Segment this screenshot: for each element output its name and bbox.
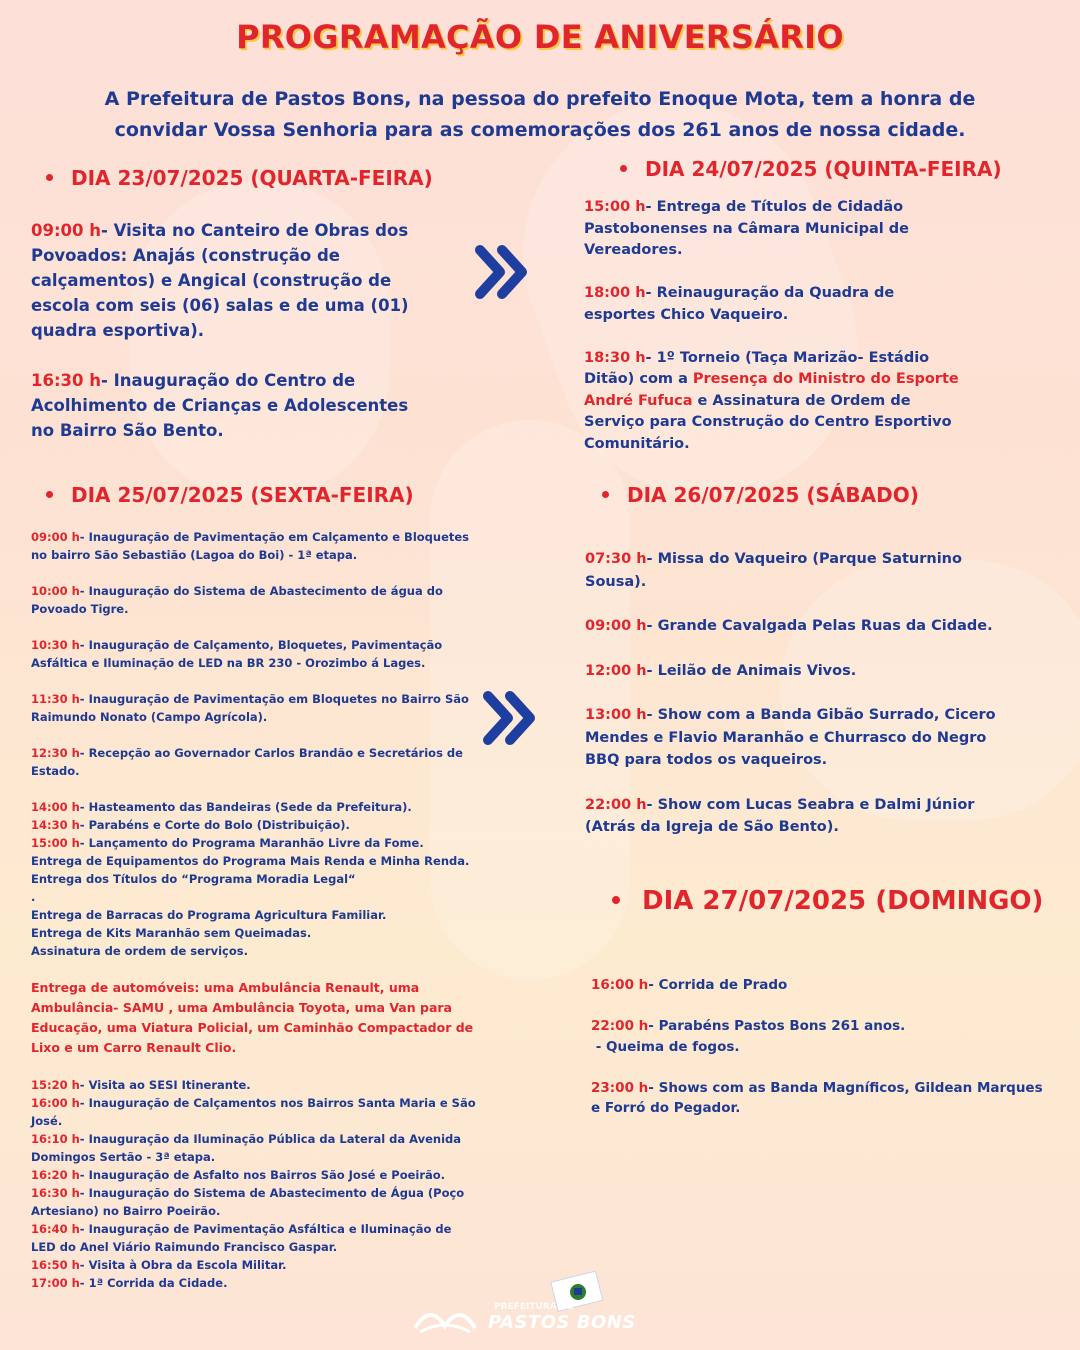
event-item: 10:00 h- Inauguração do Sistema de Abastecimento de água do Povoado Tigre. <box>31 584 443 616</box>
day-heading-23: DIA 23/07/2025 (QUARTA-FEIRA) <box>46 166 433 190</box>
event-item: 09:00 h- Visita no Canteiro de Obras dos Povoados: Anajás (construção de calçamentos) e Angical (construção de escola com seis (06) salas e de uma (01) quadra esportiva). <box>31 221 409 340</box>
event-item: 16:30 h- Inauguração do Sistema de Abastecimento de Água (Poço Artesiano) no Bairro Poeirão. <box>31 1186 465 1218</box>
day-heading-27: DIA 27/07/2025 (DOMINGO) <box>612 886 1043 916</box>
bullet-icon <box>46 174 53 181</box>
day-26-events <box>585 548 1015 839</box>
event-item: 13:00 h- Show com a Banda Gibão Surrado, Cicero Mendes e Flavio Maranhão e Churrasco do Negro BBQ para todos os vaqueiros. <box>585 707 996 768</box>
day-27-events <box>591 975 1046 1119</box>
event-item: 16:50 h- Visita à Obra da Escola Militar. <box>31 1258 287 1272</box>
double-chevron-right-icon <box>472 242 532 302</box>
event-line: Entrega de Equipamentos do Programa Mais Renda e Minha Renda. <box>31 854 470 868</box>
day-heading-24: DIA 24/07/2025 (QUINTA-FEIRA) <box>620 157 1002 181</box>
event-line: Assinatura de ordem de serviços. <box>31 944 248 958</box>
event-item: 14:30 h- Parabéns e Corte do Bolo (Distribuição). <box>31 818 350 832</box>
event-item: 15:20 h- Visita ao SESI Itinerante. <box>31 1078 251 1092</box>
event-line: Entrega de Barracas do Programa Agricultura Familiar. <box>31 908 387 922</box>
day-heading-25: DIA 25/07/2025 (SEXTA-FEIRA) <box>46 483 414 507</box>
event-item: 14:00 h- Hasteamento das Bandeiras (Sede da Prefeitura). <box>31 800 412 814</box>
event-item: 16:10 h- Inauguração da Iluminação Pública da Lateral da Avenida Domingos Sertão - 3ª etapa. <box>31 1132 462 1164</box>
event-item: 16:20 h- Inauguração de Asfalto nos Bairros São José e Poeirão. <box>31 1168 446 1182</box>
day-heading-26: DIA 26/07/2025 (SÁBADO) <box>602 483 919 507</box>
bullet-icon <box>620 165 627 172</box>
event-item: 17:00 h- 1ª Corrida da Cidade. <box>31 1276 228 1290</box>
logo-mark-icon <box>410 1298 480 1338</box>
event-item: 22:00 h- Parabéns Pastos Bons 261 anos. <box>591 1018 906 1034</box>
logo-small-text: PREFEITURA DE <box>494 1302 574 1312</box>
event-item: 18:00 h- Reinauguração da Quadra de esportes Chico Vaqueiro. <box>584 285 895 323</box>
event-line: . <box>31 890 36 904</box>
event-item: 15:00 h- Entrega de Títulos de Cidadão Pastobonenses na Câmara Municipal de Vereadores. <box>584 199 909 258</box>
bullet-icon <box>612 896 620 904</box>
event-item: 09:00 h- Grande Cavalgada Pelas Ruas da Cidade. <box>585 618 993 634</box>
event-line: Entrega de Kits Maranhão sem Queimadas. <box>31 926 312 940</box>
event-line: - Queima de fogos. <box>591 1038 740 1055</box>
event-item: 09:00 h- Inauguração de Pavimentação em Calçamento e Bloquetes no bairro São Sebastião (Lagoa do Boi) - 1ª etapa. <box>31 530 470 562</box>
event-item: 11:30 h- Inauguração de Pavimentação em Bloquetes no Bairro São Raimundo Nonato (Campo Agrícola). <box>31 692 469 724</box>
logo-text: PASTOS BONS <box>488 1312 636 1333</box>
vehicles-delivery: Entrega de automóveis: uma Ambulância Renault, uma Ambulância- SAMU , uma Ambulância Toyota, uma Van para Educação, uma Viatura Policial, um Caminhão Compactador de Lixo e um Carro Renault Clio. <box>31 980 474 1055</box>
bullet-icon <box>46 491 53 498</box>
day-23-events <box>31 218 431 443</box>
prefeitura-logo <box>410 1270 640 1340</box>
event-item: 12:00 h- Leilão de Animais Vivos. <box>585 662 857 679</box>
event-item: 23:00 h- Shows com as Banda Magníficos, Gildean Marques e Forró do Pegador. <box>591 1079 1043 1116</box>
double-chevron-right-icon <box>480 688 540 748</box>
event-item: 18:30 h- 1º Torneio (Taça Marizão- Estádio Ditão) com a Presença do Ministro do Esporte André Fufuca e Assinatura de Ordem de Serviço para Construção do Centro Esportivo Comunitário. <box>584 349 959 452</box>
bullet-icon <box>602 491 609 498</box>
event-item: 22:00 h- Show com Lucas Seabra e Dalmi Júnior (Atrás da Igreja de São Bento). <box>585 796 975 835</box>
event-item: 12:30 h- Recepção ao Governador Carlos Brandão e Secretários de Estado. <box>31 746 463 778</box>
event-item: 16:40 h- Inauguração de Pavimentação Asfáltica e Iluminação de LED do Anel Viário Raimundo Francisco Gaspar. <box>31 1222 452 1254</box>
page-title: PROGRAMAÇÃO DE ANIVERSÁRIO <box>236 18 844 56</box>
day-24-events <box>584 197 959 455</box>
intro-text: A Prefeitura de Pastos Bons, na pessoa do prefeito Enoque Mota, tem a honra de convidar Vossa Senhoria para as comemorações dos 261 anos de nossa cidade. <box>104 88 976 141</box>
event-item: 07:30 h- Missa do Vaqueiro (Parque Saturnino Sousa). <box>585 551 962 590</box>
event-item: 16:00 h- Inauguração de Calçamentos nos Bairros Santa Maria e São José. <box>31 1096 476 1128</box>
event-item: 15:00 h- Lançamento do Programa Maranhão Livre da Fome. <box>31 836 424 850</box>
day-25-events <box>31 528 479 1292</box>
event-item: 10:30 h- Inauguração de Calçamento, Bloquetes, Pavimentação Asfáltica e Iluminação de LED na BR 230 - Orozimbo á Lages. <box>31 638 443 670</box>
event-line: Entrega dos Títulos do “Programa Moradia Legal“ <box>31 872 356 886</box>
event-item: 16:30 h- Inauguração do Centro de Acolhimento de Crianças e Adolescentes no Bairro São Bento. <box>31 371 409 440</box>
event-item: 16:00 h- Corrida de Prado <box>591 977 788 993</box>
